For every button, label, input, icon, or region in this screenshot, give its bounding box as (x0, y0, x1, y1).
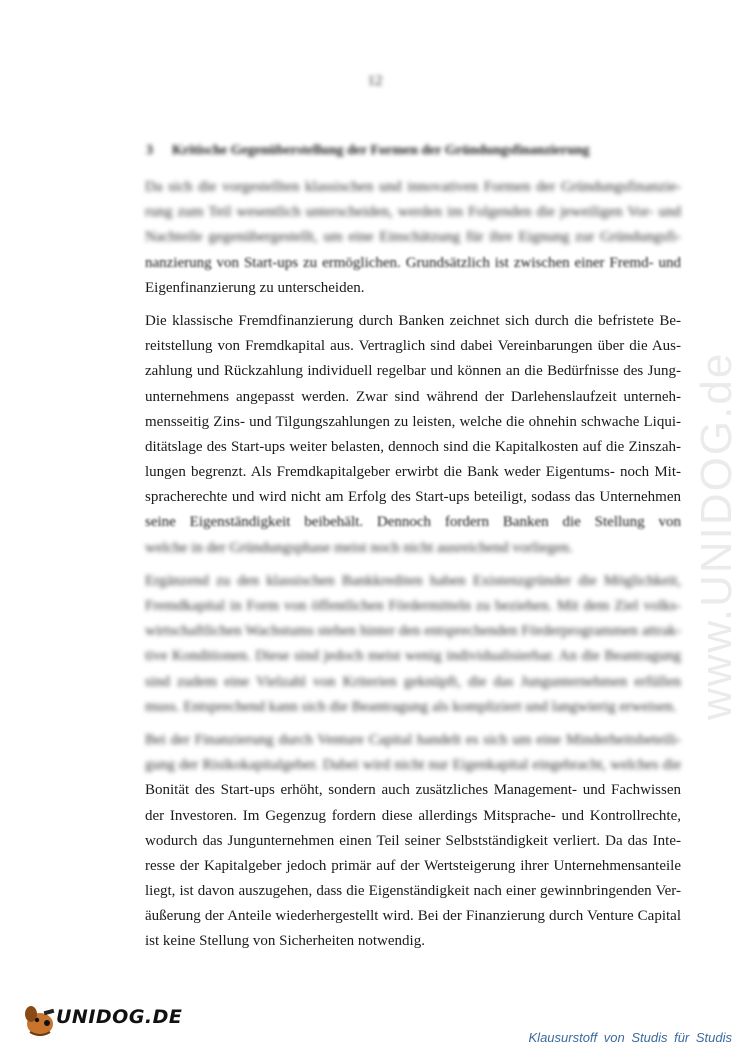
text-line: Die klassische Fremdfinanzierung durch Banken zeichnet sich durch die befristete Be- (145, 312, 681, 329)
section-heading (146, 143, 686, 159)
dog-mascot-icon (20, 1002, 60, 1038)
text-line: Fremdkapital in Form von öffentlichen Fördermitteln zu beziehen. Mit dem Ziel volks- (145, 598, 681, 615)
page-number: 12 (367, 73, 383, 89)
text-line: unternehmens angepasst werden. Zwar sind während der Darlehenslaufzeit unterneh- (145, 388, 681, 405)
section-number: 3 (146, 143, 153, 158)
paragraph (145, 309, 681, 561)
logo-text: UNIDOG.DE (56, 1006, 183, 1028)
text-line: ist keine Stellung von Sicherheiten notwendig. (145, 933, 425, 950)
text-line: Bonität des Start-ups erhöht, sondern auch zusätzliches Management- und Fachwissen (145, 782, 681, 799)
text-line: rung zum Teil wesentlich unterscheiden, werden im Folgenden die jeweiligen Vor- und (145, 204, 681, 221)
text-line: Ergänzend zu den klassischen Bankkrediten haben Existenzgründer die Möglichkeit, (145, 572, 681, 589)
text-line: seine Eigenständigkeit beibehält. Dennoch fordern Banken die Stellung von (145, 514, 681, 531)
paragraph (145, 728, 681, 955)
footer-tagline: Klausurstoff von Studis für Studis (528, 1030, 732, 1045)
text-line: gung der Risikokapitalgeber. Dabei wird nicht nur Eigenkapital eingebracht, welches die (145, 757, 681, 774)
text-line: nanzierung von Start-ups zu ermöglichen. Grundsätzlich ist zwischen einer Fremd- und (145, 254, 681, 271)
text-line: ditätslage des Start-ups weiter belasten, dennoch sind die Kapitalkosten auf die Zinszah- (145, 438, 681, 455)
text-line: spracherechte und wird nicht am Erfolg des Start-ups beteiligt, sodass das Unternehmen (145, 489, 681, 506)
text-line: zahlung und Rückzahlung individuell regelbar und können an die Bedürfnisse des Jung- (145, 363, 681, 380)
text-line: äußerung der Anteile wiederhergestellt wird. Bei der Finanzierung durch Venture Capital (145, 908, 681, 925)
text-line: wirtschaftlichen Wachstums stehen hinter den entsprechenden Förderprogrammen attrak- (145, 623, 681, 640)
text-line: welche in der Gründungsphase meist noch nicht ausreichend vorliegen. (145, 539, 573, 556)
text-line: Eigenfinanzierung zu unterscheiden. (145, 279, 365, 296)
paragraph (145, 569, 681, 720)
text-line: Bei der Finanzierung durch Venture Capital handelt es sich um eine Minderheitsbeteili- (145, 731, 681, 748)
text-line: lungen begrenzt. Als Fremdkapitalgeber erwirbt die Bank weder Eigentums- noch Mit- (145, 464, 681, 481)
text-line: der Investoren. Im Gegenzug fordern diese allerdings Mitsprache- und Kontrollrechte, (145, 807, 681, 824)
text-line: mensseitig Zins- und Tilgungszahlungen zu leisten, welche die ohnehin schwache Liqui- (145, 413, 681, 430)
watermark: www.UNIDOG.de (692, 351, 741, 720)
text-line: Da sich die vorgestellten klassischen und innovativen Formen der Gründungsfinanzie- (145, 179, 681, 195)
text-line: wodurch das Jungunternehmen einen Teil seiner Selbstständigkeit verliert. Da das Inte- (145, 832, 681, 849)
paragraph (145, 175, 681, 301)
text-line: Nachteile gegenübergestellt, um eine Einschätzung für ihre Eignung zur Gründungsfi- (145, 229, 681, 246)
text-line: reitstellung von Fremdkapital aus. Vertraglich sind dabei Vereinbarungen über die Aus- (145, 338, 681, 355)
text-line: tive Konditionen. Diese sind jedoch meist wenig individualisierbar. An die Beantragung (145, 648, 681, 665)
text-line: muss. Entsprechend kann sich die Beantragung als kompliziert und langwierig erweisen. (145, 698, 677, 715)
text-line: liegt, ist davon auszugehen, dass die Eigenständigkeit nach einer gewinnbringenden Ver- (145, 883, 681, 900)
unidog-logo[interactable] (20, 1000, 183, 1040)
text-line: resse der Kapitalgeber jedoch primär auf der Wertsteigerung ihrer Unternehmensanteile (145, 857, 681, 874)
text-line: sind zudem eine Vielzahl von Kriterien geknüpft, die das Jungunternehmen erfüllen (145, 673, 681, 690)
body-text (145, 175, 681, 963)
section-title: Kritische Gegenüberstellung der Formen der Gründungsfinanzierung (172, 143, 590, 158)
